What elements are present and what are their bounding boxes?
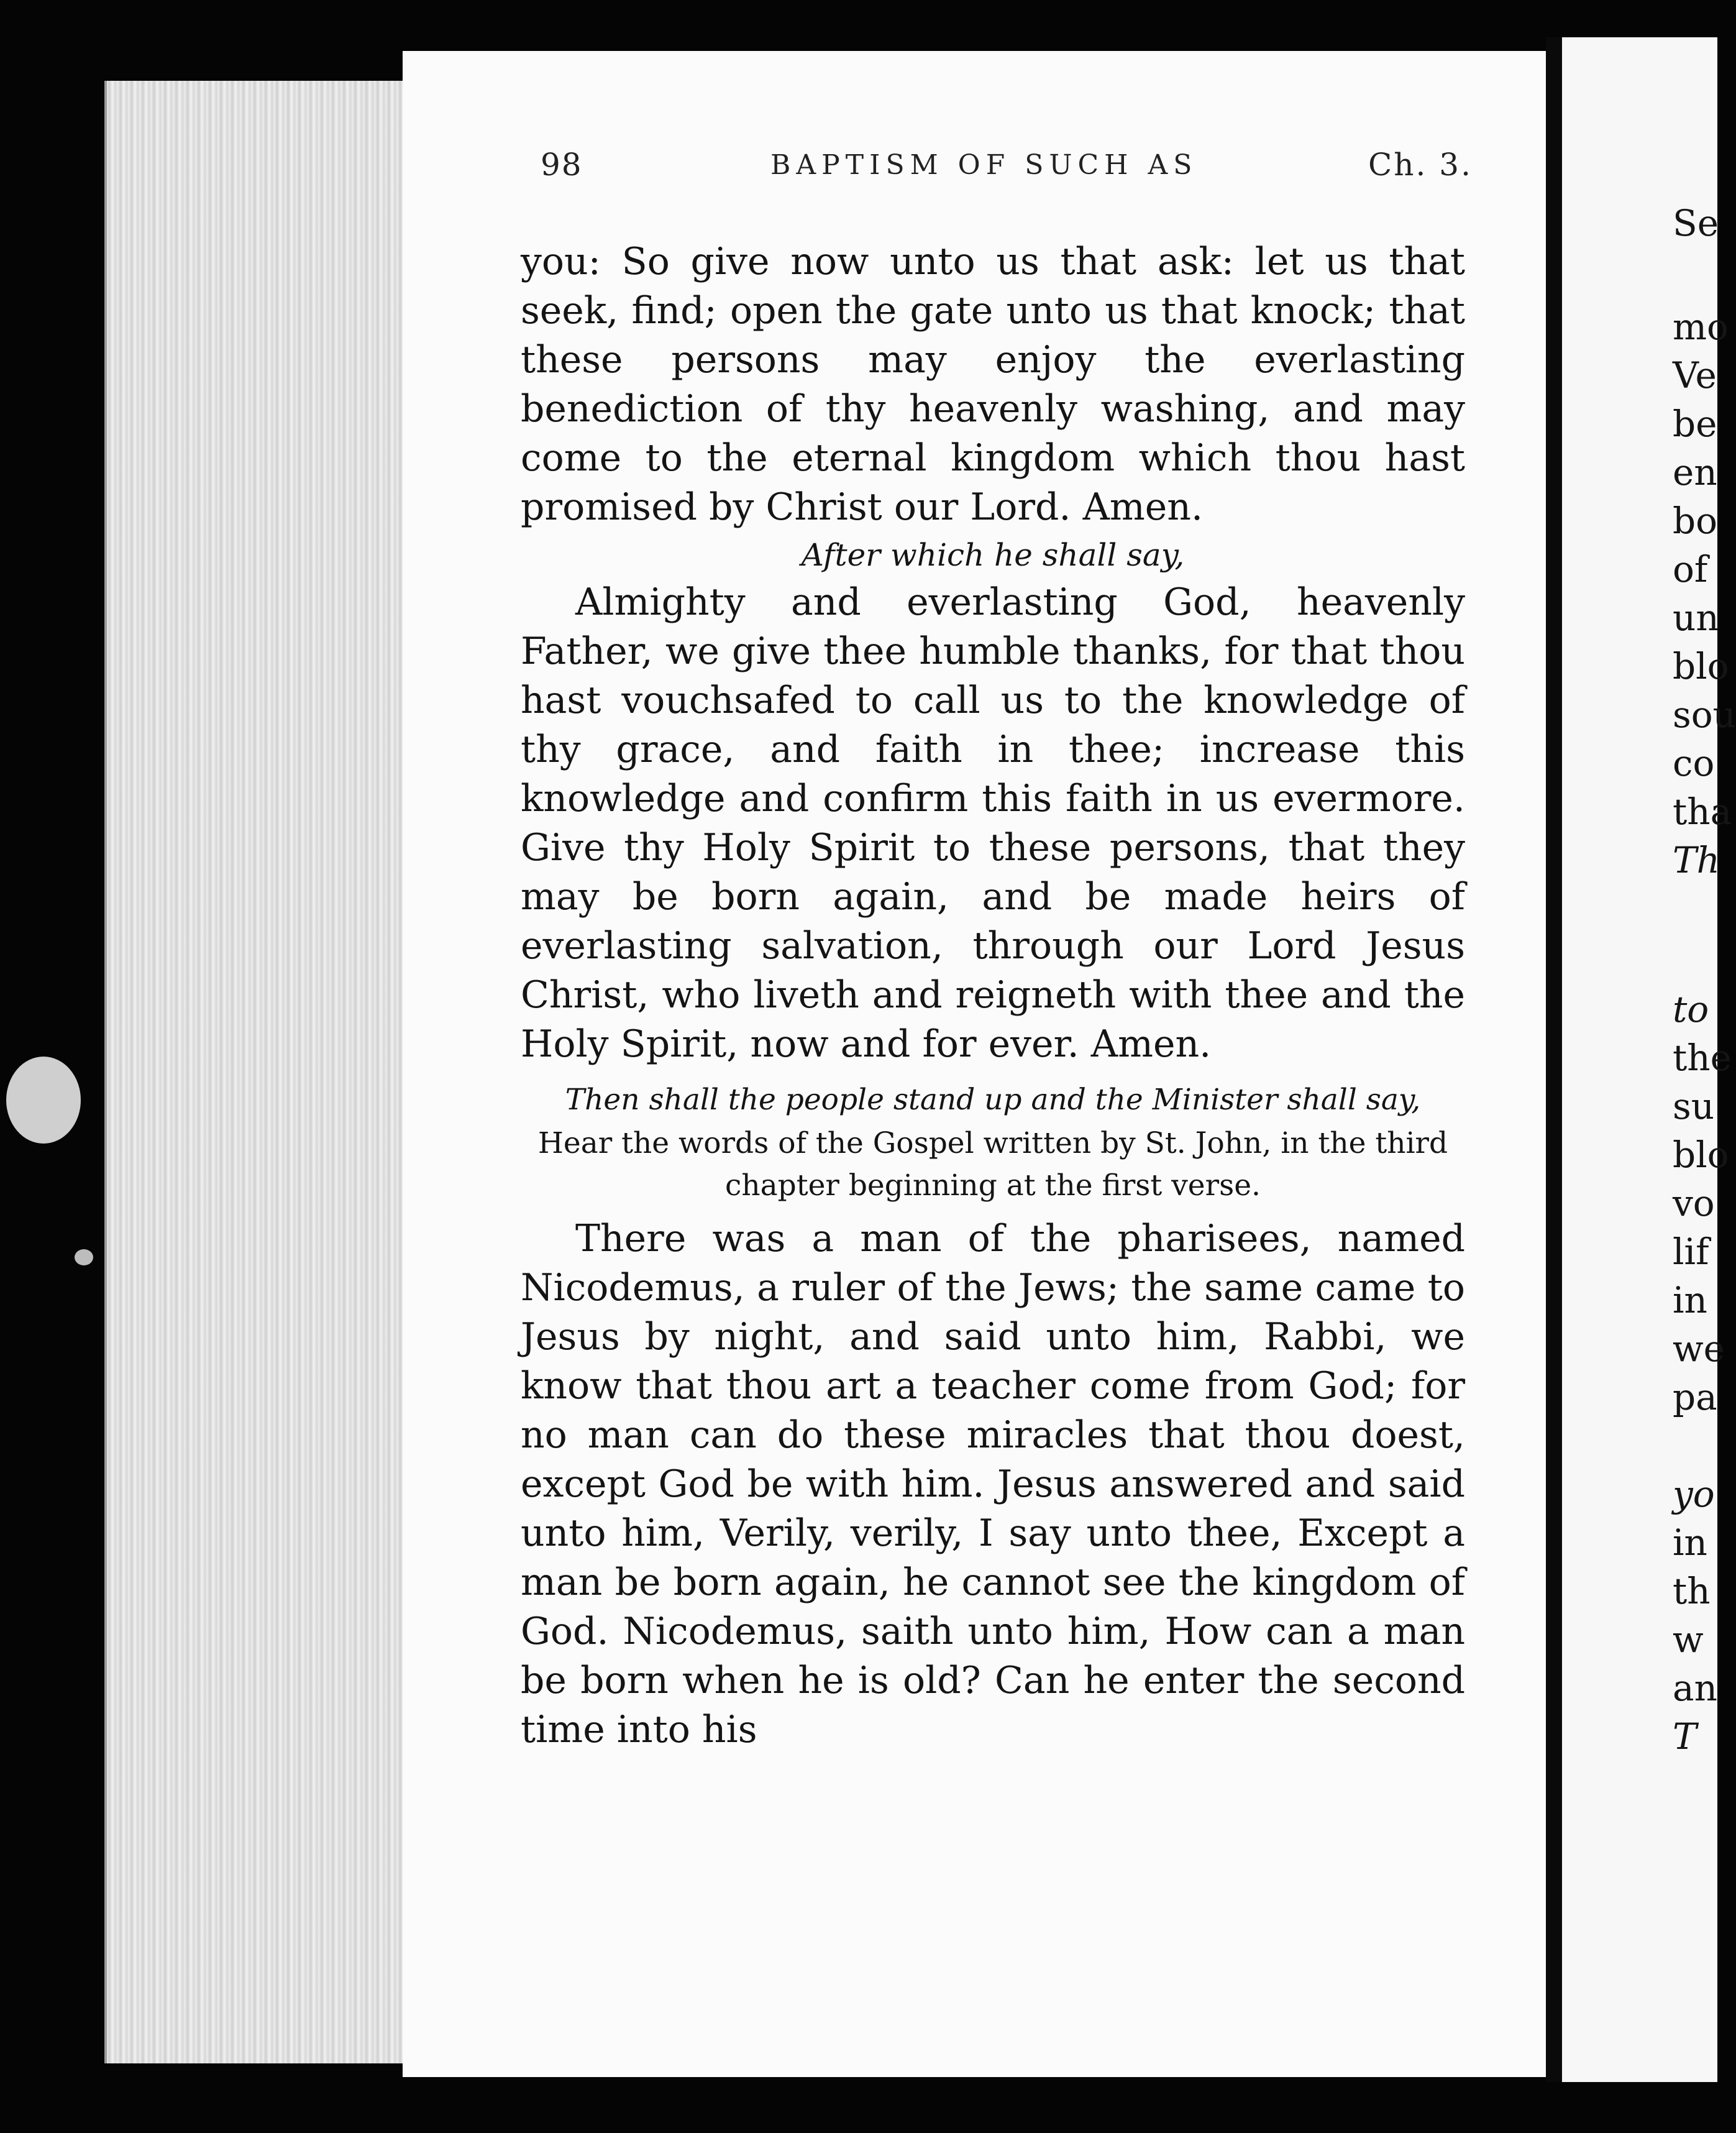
right-fragment: an xyxy=(1673,1667,1717,1709)
right-fragment: we xyxy=(1673,1328,1725,1370)
paragraph-gospel: There was a man of the pharisees, named Nicodemus, a ruler of the Jews; the same came to Jesus by night, and said unto him, Rabbi, we know that thou art a teacher come from God; for no man can do these miracles that thou doest, except God be with him. Jesus answered and said unto him, Verily, verily, I say unto thee, Except a man be born again, he cannot see the kingdom of God. Nicodemus, saith unto him, How can a man be born when he is old? Can he enter the second time into his xyxy=(521,1217,1465,1751)
right-fragment: tha xyxy=(1673,791,1732,833)
right-fragment: w xyxy=(1673,1618,1704,1661)
scan-blemish xyxy=(75,1249,93,1265)
chapter-label: Ch. 3. xyxy=(1368,147,1473,183)
right-fragment: lif xyxy=(1673,1231,1709,1273)
book-fore-edge xyxy=(104,81,405,2063)
right-fragment: Ve xyxy=(1673,354,1717,397)
right-fragment: vo xyxy=(1673,1182,1715,1224)
gospel-announcement: Hear the words of the Gospel written by St. John, in the third chapter beginning at the first verse. xyxy=(537,1126,1448,1203)
right-fragment: blo xyxy=(1673,1134,1729,1176)
page-number: 98 xyxy=(541,147,583,183)
book-gutter xyxy=(1546,37,1562,2082)
right-fragment: bo xyxy=(1673,500,1718,542)
page-body xyxy=(521,237,1465,1755)
right-fragment: Th xyxy=(1673,839,1720,881)
right-fragment: T xyxy=(1673,1715,1697,1758)
right-fragment: en xyxy=(1673,451,1717,493)
rubric-people-stand: Then shall the people stand up and the Minister shall say, xyxy=(565,1083,1421,1117)
running-head xyxy=(541,147,1473,196)
right-fragment: in xyxy=(1673,1521,1707,1564)
right-fragment: of xyxy=(1673,548,1708,590)
right-fragment: pa xyxy=(1673,1376,1717,1418)
right-fragment: mo xyxy=(1673,306,1729,348)
paragraph-thanksgiving: Almighty and everlasting God, heavenly Father, we give thee humble thanks, for that thou hast vouchsafed to call us to the knowledge of thy grace, and faith in thee; increase this knowledge and confirm this faith in us evermore. Give thy Holy Spirit to these persons, that they may be born again, and be made heirs of everlasting salvation, through our Lord Jesus Christ, who liveth and reigneth with thee and the Holy Spirit, now and for ever. Amen. xyxy=(521,580,1465,1066)
running-title: BAPTISM OF SUCH AS xyxy=(770,149,1198,181)
right-fragment: th xyxy=(1673,1570,1711,1612)
right-fragment: Se xyxy=(1673,202,1719,244)
right-fragment: to xyxy=(1673,988,1709,1030)
right-fragment: blo xyxy=(1673,645,1729,687)
right-fragment: in xyxy=(1673,1279,1707,1321)
right-fragment: un xyxy=(1673,597,1719,639)
paragraph-prayer-end: you: So give now unto us that ask: let us that seek, find; open the gate unto us that knock; that these persons may enjoy the everlasting benediction of thy heavenly washing, and may come to the eternal kingdom which thou hast promised by Christ our Lord. Amen. xyxy=(521,240,1465,529)
right-page xyxy=(1562,37,1736,2082)
right-fragment: su xyxy=(1673,1085,1715,1127)
right-fragment: sou xyxy=(1673,694,1736,736)
rubric-after-which: After which he shall say, xyxy=(801,537,1185,573)
scan-blemish xyxy=(6,1057,81,1144)
right-fragment: co xyxy=(1673,742,1715,784)
right-fragment: be xyxy=(1673,403,1717,445)
right-fragment: yo xyxy=(1673,1473,1715,1515)
right-fragment: the xyxy=(1673,1037,1732,1079)
